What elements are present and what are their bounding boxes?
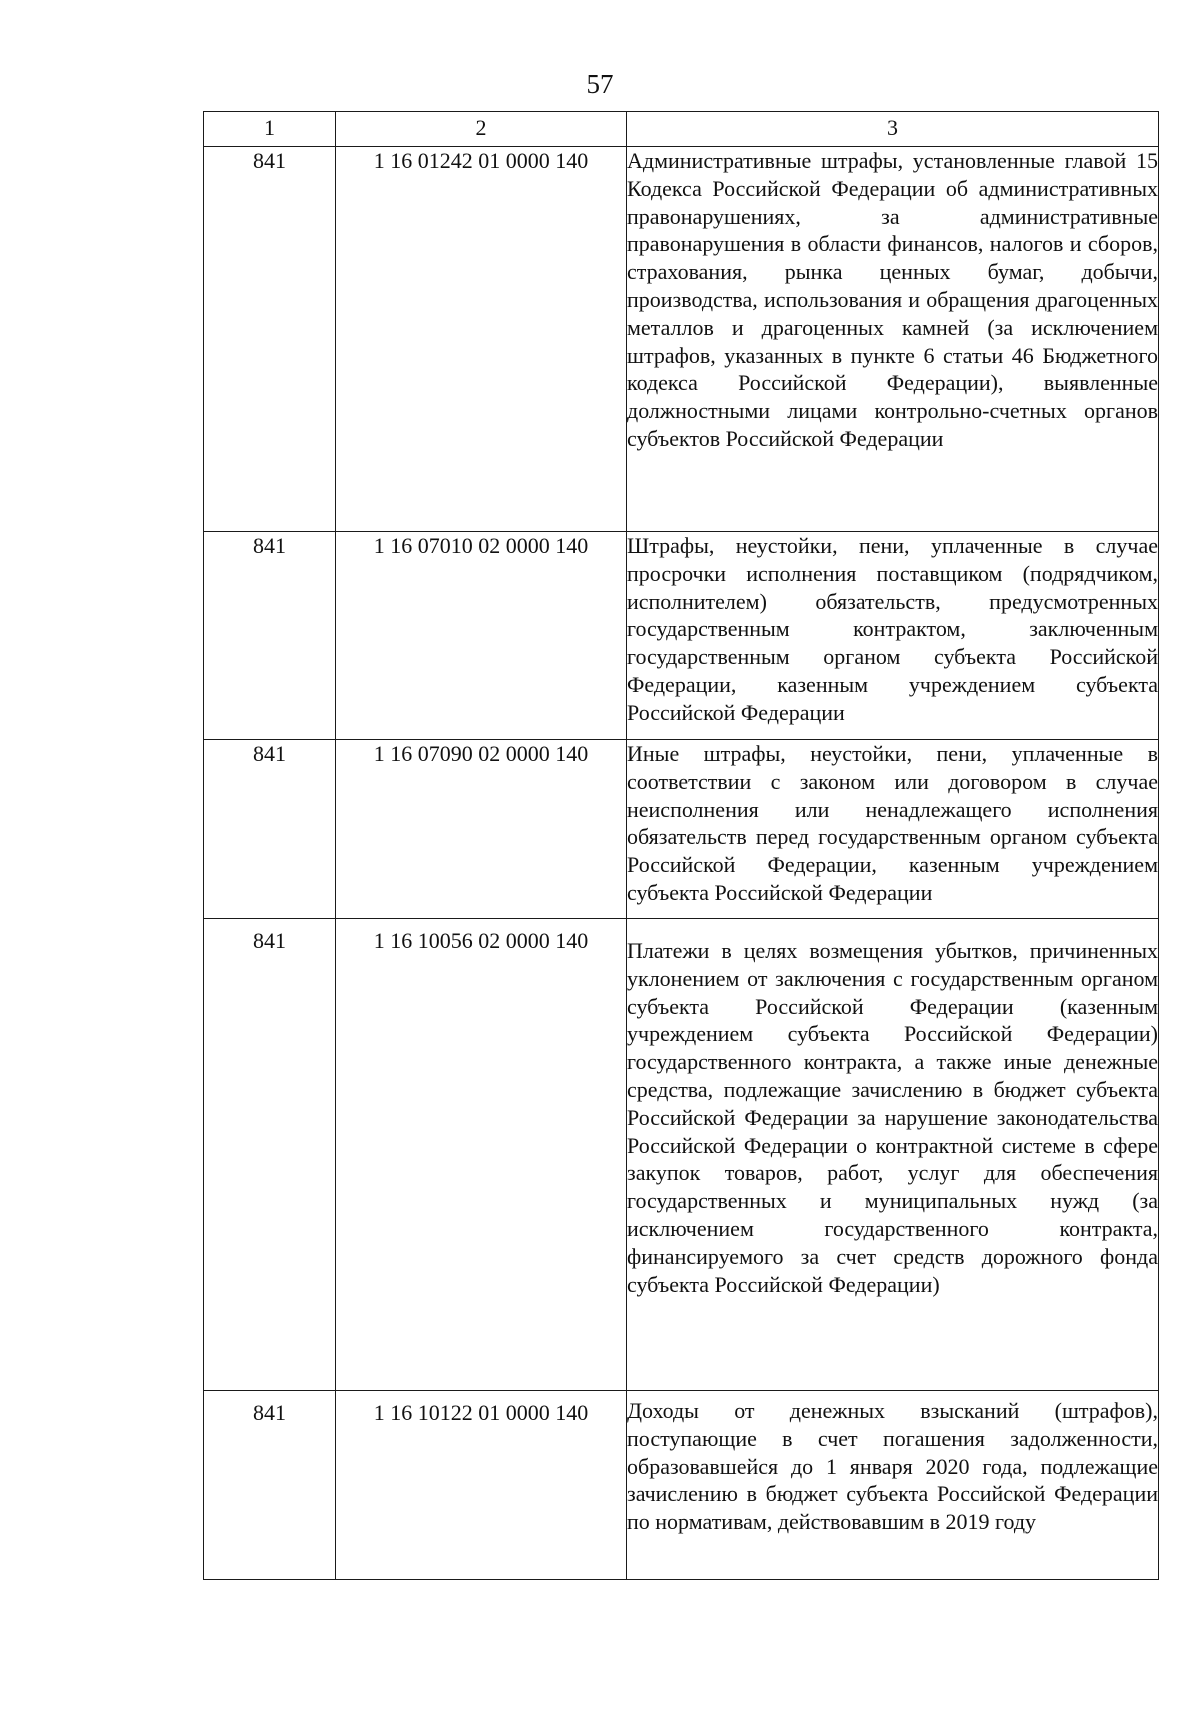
description-text: Административные штрафы, установленные главой 15 Кодекса Российской Федерации об административных правонарушениях, за административные правонарушения в области финансов, налогов и сборов, страхования, рынка ценных бумаг, добычи, производства, использования и обращения драгоценных металлов и драгоценных камней (за исключением штрафов, указанных в пункте 6 статьи 46 Бюджетного кодекса Российской Федерации), выявленные должностными лицами контрольно-счетных органов субъектов Российской Федерации [627, 148, 1158, 451]
page-number: 57 [586, 69, 614, 99]
table-row [204, 532, 1159, 740]
column-header-1: 1 [204, 112, 336, 147]
table-row [204, 740, 1159, 919]
admin-code-cell: 841 [204, 1391, 336, 1580]
description-text: Доходы от денежных взысканий (штрафов), поступающие в счет погашения задолженности, образовавшейся до 1 января 2020 года, подлежащие зачислению в бюджет субъекта Российской Федерации по нормативам, действовавшим в 2019 году [627, 1398, 1158, 1535]
admin-code-cell: 841 [204, 919, 336, 1391]
description-cell [627, 532, 1159, 740]
table-header-row [204, 112, 1159, 147]
description-cell [627, 919, 1159, 1391]
budget-code-cell: 1 16 10122 01 0000 140 [336, 1391, 627, 1580]
column-header-3: 3 [627, 112, 1159, 147]
description-text: Иные штрафы, неустойки, пени, уплаченные в соответствии с законом или договором в случае неисполнения или ненадлежащего исполнения обязательств перед государственным органом субъекта Российской Федерации, казенным учреждением субъекта Российской Федерации [627, 741, 1158, 905]
table-row [204, 1391, 1159, 1580]
budget-code-cell: 1 16 07090 02 0000 140 [336, 740, 627, 919]
table-row [204, 919, 1159, 1391]
description-text: Платежи в целях возмещения убытков, причиненных уклонением от заключения с государственным органом субъекта Российской Федерации (казенным учреждением субъекта Российской Федерации) государственного контракта, а также иные денежные средства, подлежащие зачислению в бюджет субъекта Российской Федерации за нарушение законодательства Российской Федерации о контрактной системе в сфере закупок товаров, работ, услуг для обеспечения государственных и муниципальных нужд (за исключением государственного контракта, финансируемого за счет средств дорожного фонда субъекта Российской Федерации) [627, 938, 1158, 1297]
admin-code-cell: 841 [204, 147, 336, 532]
description-cell [627, 1391, 1159, 1580]
admin-code-cell: 841 [204, 740, 336, 919]
table-row [204, 147, 1159, 532]
description-cell [627, 147, 1159, 532]
description-cell [627, 740, 1159, 919]
admin-code-cell: 841 [204, 532, 336, 740]
budget-code-cell: 1 16 01242 01 0000 140 [336, 147, 627, 532]
budget-code-cell: 1 16 10056 02 0000 140 [336, 919, 627, 1391]
description-text: Штрафы, неустойки, пени, уплаченные в случае просрочки исполнения поставщиком (подрядчиком, исполнителем) обязательств, предусмотренных государственным контрактом, заключенным государственным органом субъекта Российской Федерации, казенным учреждением субъекта Российской Федерации [627, 533, 1158, 725]
budget-code-cell: 1 16 07010 02 0000 140 [336, 532, 627, 740]
column-header-2: 2 [336, 112, 627, 147]
budget-revenue-table [203, 111, 1159, 1580]
